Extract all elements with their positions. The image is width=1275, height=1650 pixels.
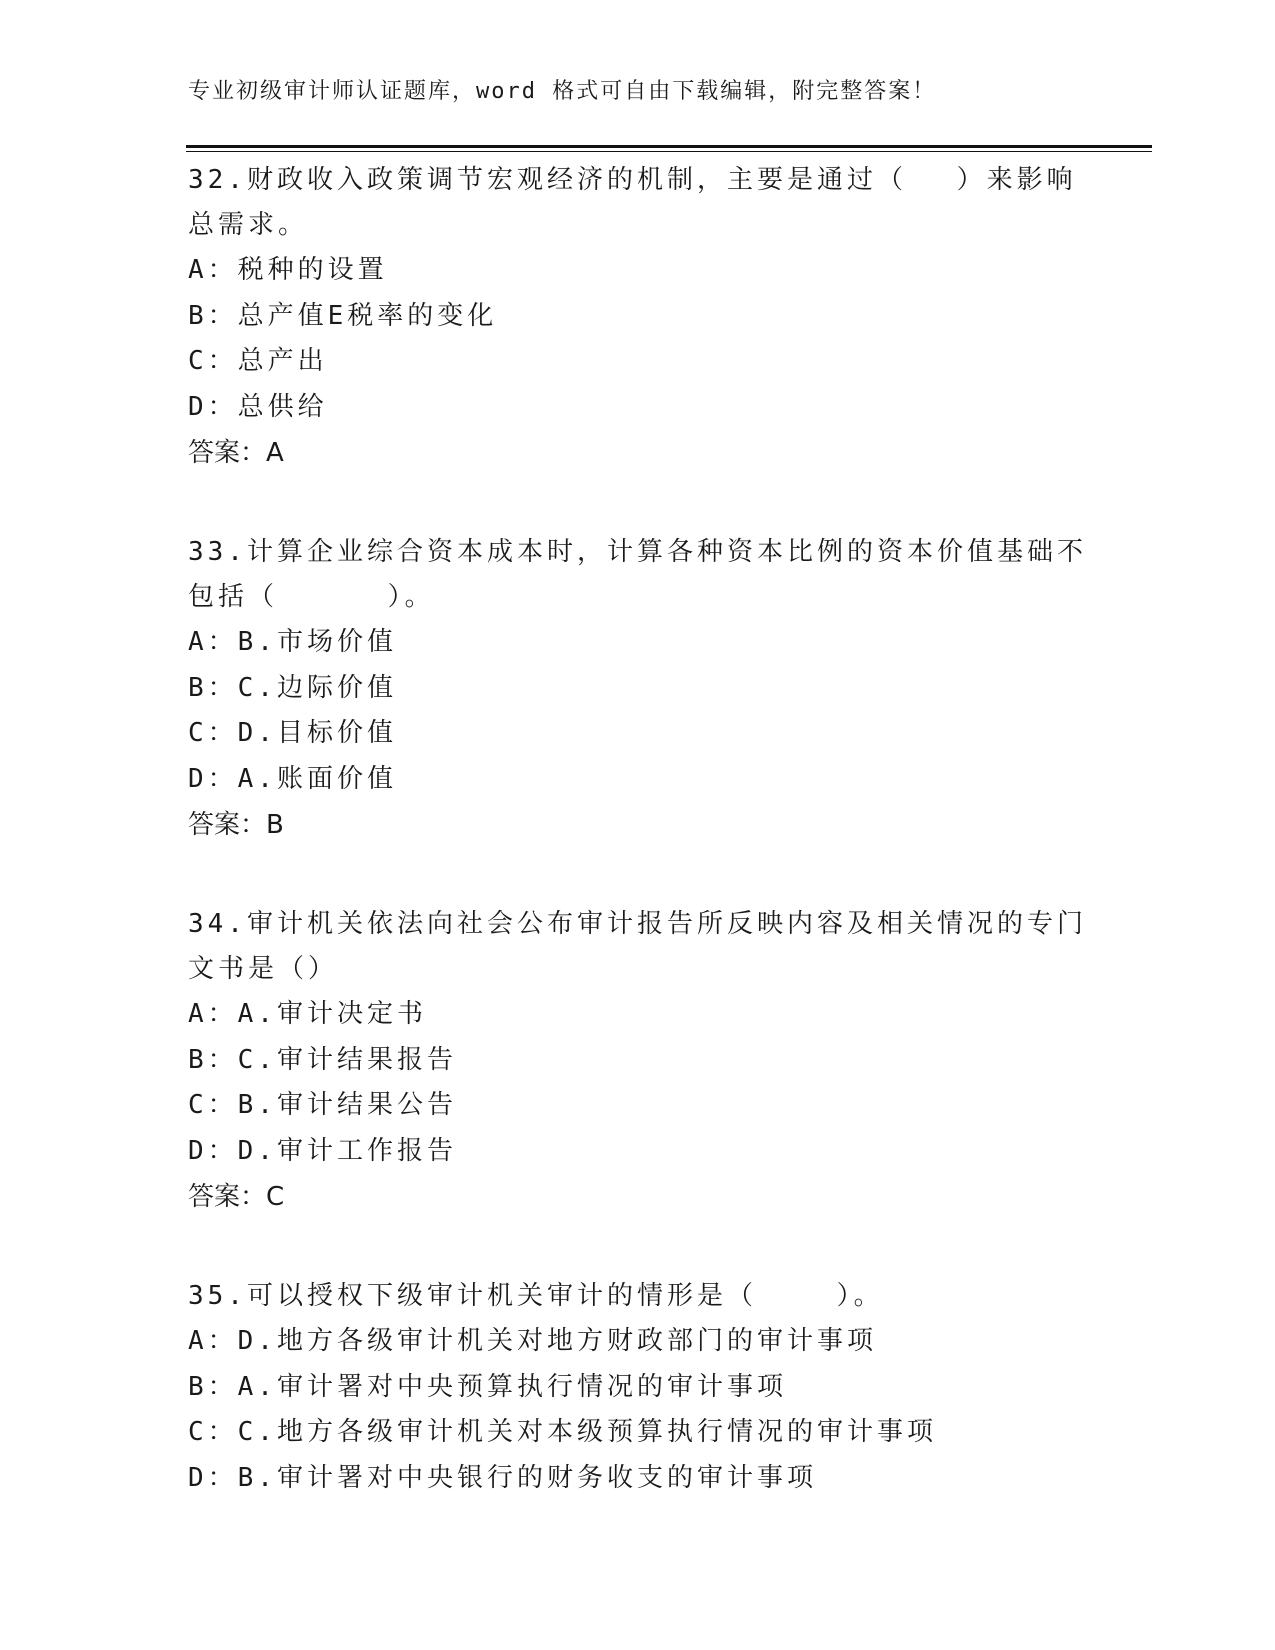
question-stem: 34.审计机关依法向社会公布审计报告所反映内容及相关情况的专门文书是（） <box>188 909 1087 984</box>
option-d: D：总供给 <box>188 391 328 422</box>
answer: 答案：B <box>188 810 284 840</box>
option-b: B：总产值E税率的变化 <box>188 300 498 331</box>
question-stem: 35.可以授权下级审计机关审计的情形是（ ）。 <box>188 1281 884 1311</box>
option-c: C：C.地方各级审计机关对本级预算执行情况的审计事项 <box>188 1417 937 1447</box>
option-a: A：税种的设置 <box>188 255 388 285</box>
option-c: C：D.目标价值 <box>188 718 397 748</box>
option-a: A：A.审计决定书 <box>188 999 427 1029</box>
option-d: D：B.审计署对中央银行的财务收支的审计事项 <box>188 1462 817 1493</box>
header-rule-thick <box>186 145 1152 148</box>
option-b: B：A.审计署对中央预算执行情况的审计事项 <box>188 1371 787 1402</box>
option-a: A：D.地方各级审计机关对地方财政部门的审计事项 <box>188 1326 877 1356</box>
option-d: D：D.审计工作报告 <box>188 1135 457 1166</box>
option-d: D：A.账面价值 <box>188 763 397 794</box>
question-list <box>188 158 1088 1555</box>
header-rule-thin <box>186 151 1152 152</box>
option-c: C：B.审计结果公告 <box>188 1090 457 1120</box>
question-33 <box>188 530 1088 848</box>
option-c: C：总产出 <box>188 346 328 376</box>
question-35 <box>188 1274 1088 1501</box>
answer: 答案：C <box>188 1182 285 1212</box>
option-b: B：C.边际价值 <box>188 672 397 703</box>
question-32 <box>188 158 1088 476</box>
option-b: B：C.审计结果报告 <box>188 1044 457 1075</box>
question-34 <box>188 902 1088 1220</box>
question-stem: 32.财政收入政策调节宏观经济的机制，主要是通过（ ）来影响总需求。 <box>188 165 1077 240</box>
page-header: 专业初级审计师认证题库，word 格式可自由下载编辑，附完整答案！ <box>188 79 937 104</box>
option-a: A：B.市场价值 <box>188 627 397 657</box>
question-stem: 33.计算企业综合资本成本时，计算各种资本比例的资本价值基础不包括（ ）。 <box>188 537 1087 612</box>
answer: 答案：A <box>188 438 284 468</box>
